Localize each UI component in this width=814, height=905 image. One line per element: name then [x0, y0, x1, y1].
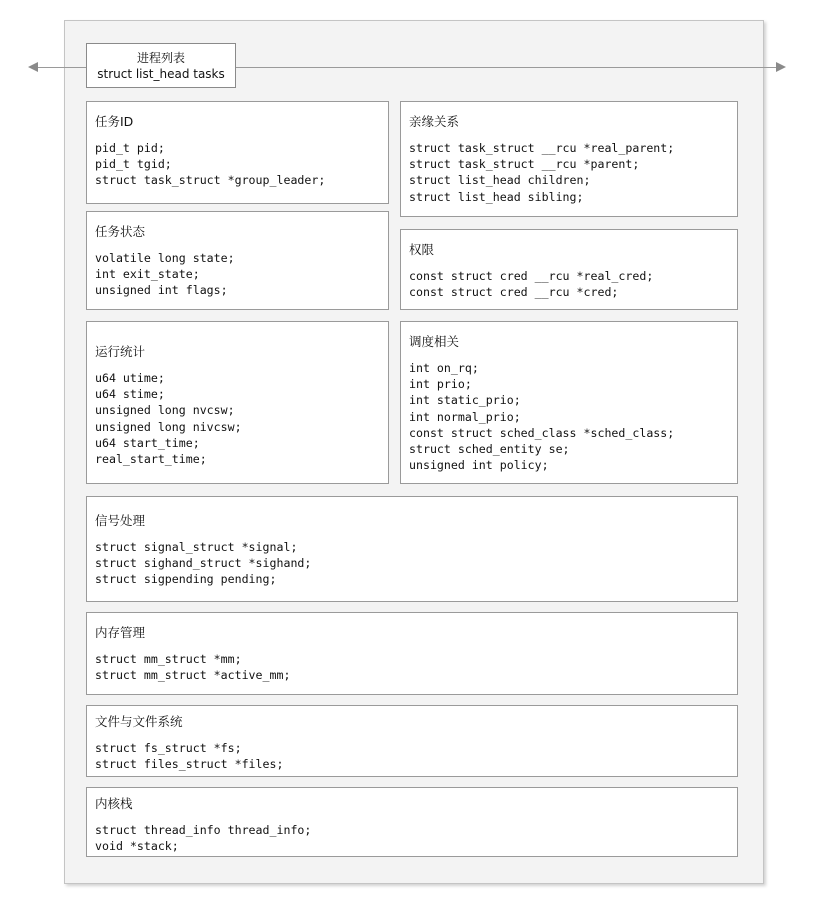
- section-code: [95, 140, 380, 189]
- arrow-left-icon: [28, 62, 38, 72]
- section-heading: 文件与文件系统: [95, 714, 183, 729]
- code-line: struct thread_info thread_info;: [95, 823, 312, 837]
- section-code: [409, 360, 729, 473]
- code-line: u64 stime;: [95, 387, 165, 402]
- code-line: const struct cred __rcu *real_cred;: [409, 269, 654, 283]
- section-runtime-stats: [86, 321, 389, 484]
- section-heading: 亲缘关系: [409, 114, 460, 129]
- code-line: volatile long state;: [95, 251, 235, 265]
- code-line: unsigned int policy;: [409, 458, 549, 473]
- code-line: pid_t pid;: [95, 141, 165, 155]
- section-heading: 运行统计: [95, 344, 146, 359]
- section-task-state: [86, 211, 389, 310]
- code-line: u64 utime;: [95, 371, 165, 385]
- process-list-box: [86, 43, 236, 88]
- code-line: struct sched_entity se;: [409, 442, 570, 457]
- section-code: [95, 651, 729, 683]
- code-line: struct signal_struct *signal;: [95, 540, 298, 554]
- code-line: unsigned int flags;: [95, 283, 228, 298]
- code-line: struct mm_struct *mm;: [95, 652, 242, 666]
- section-heading: 信号处理: [95, 513, 146, 528]
- arrow-line-right: [236, 67, 778, 68]
- section-files: [86, 705, 738, 777]
- section-code: [95, 370, 380, 467]
- process-list-field: struct list_head tasks: [97, 67, 225, 81]
- code-line: const struct cred __rcu *cred;: [409, 285, 619, 300]
- code-line: int static_prio;: [409, 393, 521, 408]
- code-line: pid_t tgid;: [95, 157, 172, 172]
- code-line: struct mm_struct *active_mm;: [95, 668, 291, 683]
- code-line: struct list_head sibling;: [409, 189, 584, 204]
- code-line: int on_rq;: [409, 361, 479, 375]
- arrow-line-left: [36, 67, 86, 68]
- code-line: struct task_struct __rcu *real_parent;: [409, 141, 675, 155]
- section-kinship: [400, 101, 738, 217]
- section-heading: 调度相关: [409, 334, 460, 349]
- section-heading: 内存管理: [95, 625, 146, 640]
- code-line: void *stack;: [95, 839, 179, 854]
- section-scheduling: [400, 321, 738, 484]
- code-line: struct task_struct __rcu *parent;: [409, 157, 640, 172]
- code-line: int exit_state;: [95, 267, 200, 282]
- code-line: u64 start_time;: [95, 435, 200, 450]
- section-code: [95, 822, 729, 854]
- section-code: [95, 250, 380, 299]
- section-heading: 任务状态: [95, 224, 146, 239]
- code-line: struct fs_struct *fs;: [95, 741, 242, 755]
- section-memory: [86, 612, 738, 695]
- section-heading: 内核栈: [95, 796, 133, 811]
- code-line: struct sighand_struct *sighand;: [95, 556, 312, 571]
- code-line: unsigned long nvcsw;: [95, 403, 235, 418]
- section-task-id: [86, 101, 389, 204]
- section-code: [95, 539, 729, 588]
- code-line: struct task_struct *group_leader;: [95, 173, 326, 188]
- section-heading: 权限: [409, 242, 435, 257]
- section-code: [95, 740, 729, 772]
- section-heading: 任务ID: [95, 114, 134, 129]
- section-code: [409, 268, 729, 300]
- process-list-title: 进程列表: [136, 51, 185, 65]
- code-line: struct files_struct *files;: [95, 757, 284, 772]
- arrow-right-icon: [776, 62, 786, 72]
- code-line: real_start_time;: [95, 452, 207, 467]
- code-line: struct list_head children;: [409, 173, 591, 188]
- section-signal: [86, 496, 738, 602]
- code-line: const struct sched_class *sched_class;: [409, 425, 675, 440]
- section-kernel-stack: [86, 787, 738, 857]
- code-line: unsigned long nivcsw;: [95, 419, 242, 434]
- section-permissions: [400, 229, 738, 310]
- code-line: int prio;: [409, 377, 472, 392]
- section-code: [409, 140, 729, 205]
- code-line: int normal_prio;: [409, 409, 521, 424]
- code-line: struct sigpending pending;: [95, 572, 277, 587]
